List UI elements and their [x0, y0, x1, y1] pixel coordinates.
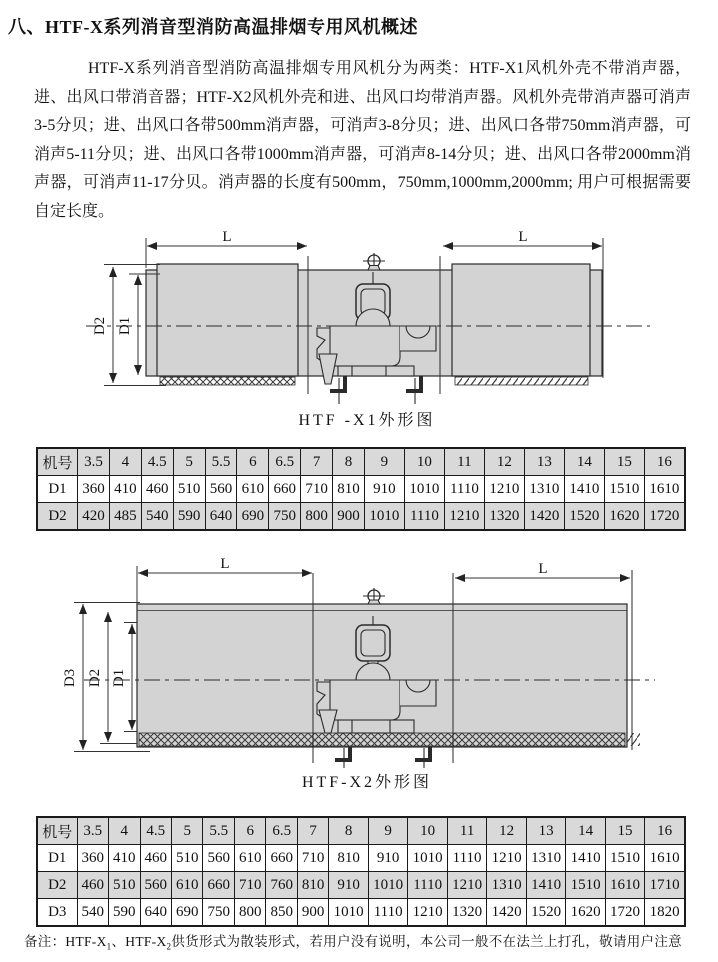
size-col-header: 11 — [447, 817, 486, 845]
dim-value-cell: 610 — [234, 845, 265, 872]
size-col-header: 13 — [526, 817, 565, 845]
size-col-header: 5 — [172, 817, 203, 845]
size-col-header: 7 — [301, 448, 333, 476]
dim-value-cell: 1410 — [564, 476, 604, 503]
dim-value-cell: 710 — [301, 476, 333, 503]
dim-value-cell: 1010 — [364, 503, 404, 531]
dim-value-cell: 1310 — [526, 845, 565, 872]
drawing2-caption: HTF-X2外形图 — [301, 774, 433, 791]
dim-value-cell: 1110 — [447, 845, 486, 872]
motor-body — [330, 326, 400, 366]
dim-value-cell: 910 — [364, 476, 404, 503]
foot-right — [406, 376, 421, 391]
support-leg — [319, 354, 337, 384]
size-col-header: 14 — [566, 817, 605, 845]
dim-value-cell: 590 — [173, 503, 205, 531]
dim-value-cell: 640 — [140, 899, 171, 927]
dim-value-cell: 810 — [297, 872, 328, 899]
footnote-subscript: 2 — [166, 941, 172, 952]
dim-label-D2: D2 — [87, 668, 103, 688]
dim-value-cell: 1620 — [566, 899, 605, 927]
header-row — [37, 448, 685, 476]
size-col-header: 5.5 — [203, 817, 234, 845]
dim-value-cell: 1610 — [645, 845, 685, 872]
footnote-text: 供货形式为散装形式，若用户没有说明，本公司一般不在法兰上打孔，敬请用户注意 — [171, 934, 682, 949]
size-col-header: 4.5 — [140, 817, 171, 845]
size-col-header: 6.5 — [269, 448, 301, 476]
size-col-header: 16 — [644, 448, 685, 476]
dim-label-D3: D3 — [62, 668, 78, 688]
dim-value-cell: 690 — [172, 899, 203, 927]
dim-value-cell: 560 — [205, 476, 237, 503]
size-col-header: 15 — [605, 817, 644, 845]
dim-value-cell: 460 — [77, 872, 108, 899]
dim-row-d3 — [37, 899, 685, 927]
size-col-header: 4 — [109, 817, 140, 845]
size-col-header: 10 — [404, 448, 444, 476]
size-col-header: 8 — [333, 448, 365, 476]
dim-value-cell: 1510 — [605, 845, 644, 872]
row-label: D3 — [37, 899, 77, 927]
htfx1-dimension-table — [36, 447, 686, 531]
dim-label-D2: D2 — [92, 316, 108, 336]
dim-value-cell: 640 — [205, 503, 237, 531]
page-title: 八、HTF-X系列消音型消防高温排烟专用风机概述 — [8, 17, 418, 37]
size-col-header: 11 — [444, 448, 484, 476]
dim-value-cell: 510 — [173, 476, 205, 503]
dim-row-d1 — [37, 476, 685, 503]
dim-value-cell: 1010 — [329, 899, 368, 927]
footnote-text: 、HTF-X — [111, 934, 167, 949]
foot-left — [335, 747, 350, 760]
size-col-header: 12 — [484, 448, 524, 476]
size-col-header: 16 — [645, 817, 685, 845]
footnote-text: 备注：HTF-X — [24, 934, 107, 949]
size-col-header: 4 — [109, 448, 141, 476]
dim-value-cell: 750 — [203, 899, 234, 927]
size-col-header: 5.5 — [205, 448, 237, 476]
footnote — [24, 930, 682, 952]
dim-value-cell: 1110 — [444, 476, 484, 503]
dim-value-cell: 540 — [77, 899, 108, 927]
dim-value-cell: 460 — [140, 845, 171, 872]
model-col-header: 机号 — [37, 817, 77, 845]
size-col-header: 9 — [368, 817, 407, 845]
dim-value-cell: 800 — [234, 899, 265, 927]
dim-row-d2 — [37, 503, 685, 531]
outlet-silencer — [452, 264, 590, 376]
dim-value-cell: 360 — [78, 476, 110, 503]
dim-value-cell: 910 — [368, 845, 407, 872]
row-label: D2 — [37, 872, 77, 899]
dim-value-cell: 900 — [297, 899, 328, 927]
dim-label-L: L — [518, 229, 528, 245]
size-col-header: 8 — [329, 817, 368, 845]
insulation-hatch-left — [160, 377, 295, 385]
size-col-header: 15 — [604, 448, 644, 476]
row-label: D2 — [37, 503, 78, 531]
dim-label-D1: D1 — [117, 316, 133, 336]
dim-value-cell: 1610 — [644, 476, 685, 503]
htfx1-outline-drawing — [0, 228, 718, 408]
size-col-header: 6 — [234, 817, 265, 845]
footnote-subscript: 1 — [106, 941, 112, 952]
dim-label-D1: D1 — [111, 668, 127, 688]
dim-row-d1 — [37, 845, 685, 872]
size-col-header: 4.5 — [141, 448, 173, 476]
dim-value-cell: 1210 — [444, 503, 484, 531]
dim-value-cell: 410 — [109, 476, 141, 503]
model-col-header: 机号 — [37, 448, 78, 476]
dim-value-cell: 1310 — [487, 872, 526, 899]
inlet-silencer — [157, 264, 298, 376]
dim-value-cell: 560 — [203, 845, 234, 872]
dim-value-cell: 1420 — [524, 503, 564, 531]
dim-value-cell: 800 — [301, 503, 333, 531]
size-col-header: 7 — [297, 817, 328, 845]
dim-value-cell: 760 — [266, 872, 297, 899]
dim-value-cell: 660 — [203, 872, 234, 899]
dim-value-cell: 710 — [297, 845, 328, 872]
size-col-header: 14 — [564, 448, 604, 476]
dim-value-cell: 810 — [333, 476, 365, 503]
dim-value-cell: 560 — [140, 872, 171, 899]
dim-value-cell: 510 — [172, 845, 203, 872]
row-label: D1 — [37, 845, 77, 872]
size-col-header: 13 — [524, 448, 564, 476]
dim-row-d2 — [37, 872, 685, 899]
dim-value-cell: 1010 — [368, 872, 407, 899]
dim-value-cell: 610 — [237, 476, 269, 503]
dim-value-cell: 910 — [329, 872, 368, 899]
row-label: D1 — [37, 476, 78, 503]
dim-value-cell: 710 — [234, 872, 265, 899]
size-col-header: 3.5 — [77, 817, 108, 845]
dim-label-L: L — [222, 229, 232, 245]
dim-value-cell: 1010 — [408, 845, 447, 872]
dim-value-cell: 750 — [269, 503, 301, 531]
dim-value-cell: 610 — [172, 872, 203, 899]
dim-value-cell: 1620 — [604, 503, 644, 531]
dim-value-cell: 1410 — [526, 872, 565, 899]
dim-label-L: L — [220, 558, 230, 572]
htfx2-dimension-table — [36, 816, 686, 927]
dim-value-cell: 460 — [141, 476, 173, 503]
size-col-header: 12 — [487, 817, 526, 845]
dim-value-cell: 1420 — [487, 899, 526, 927]
dim-value-cell: 1610 — [605, 872, 644, 899]
size-col-header: 6 — [237, 448, 269, 476]
size-col-header: 5 — [173, 448, 205, 476]
insulation-hatch-bottom — [139, 733, 625, 746]
dim-value-cell: 690 — [237, 503, 269, 531]
motor-body — [330, 680, 400, 720]
dim-value-cell: 1320 — [447, 899, 486, 927]
size-col-header: 3.5 — [78, 448, 110, 476]
dim-value-cell: 850 — [266, 899, 297, 927]
dim-value-cell: 1110 — [404, 503, 444, 531]
size-col-header: 6.5 — [266, 817, 297, 845]
insulation-hatch-end — [627, 733, 640, 746]
dim-value-cell: 1820 — [645, 899, 685, 927]
intro-paragraph: HTF-X系列消音型消防高温排烟专用风机分为两类：HTF-X1风机外壳不带消声器，进、出风口带消音器；HTF-X2风机外壳和进、出风口均带消声器。风机外壳带消声器可消声3-5分贝；进、出风口各带500mm消声器，可消声3-8分贝；进、出风口各带750mm消声器，可消声5-11分贝；进、出风口各带1000mm消声器，可消声8-14分贝；进、出风口各带2000mm消声器，可消声11-17分贝。消声器的长度有500mm，750mm,1000mm,2000mm; 用户可根据需要自定长度。 — [34, 60, 691, 220]
dim-value-cell: 1720 — [644, 503, 685, 531]
dim-value-cell: 1210 — [408, 899, 447, 927]
lifting-eye-icon — [363, 588, 385, 604]
dim-value-cell: 1110 — [368, 899, 407, 927]
dim-value-cell: 1710 — [645, 872, 685, 899]
dim-value-cell: 1320 — [484, 503, 524, 531]
dim-value-cell: 510 — [109, 872, 140, 899]
drawing1-caption: HTF -X1外形图 — [298, 412, 436, 429]
htfx2-outline-drawing — [0, 558, 718, 772]
dim-value-cell: 1310 — [524, 476, 564, 503]
dim-value-cell: 1410 — [566, 845, 605, 872]
dim-value-cell: 420 — [78, 503, 110, 531]
foot-right — [415, 747, 430, 760]
dim-label-L: L — [538, 561, 548, 577]
dim-value-cell: 660 — [266, 845, 297, 872]
dim-value-cell: 1520 — [526, 899, 565, 927]
insulation-hatch-right — [455, 377, 588, 385]
dim-value-cell: 540 — [141, 503, 173, 531]
dim-value-cell: 1210 — [487, 845, 526, 872]
dim-value-cell: 1010 — [404, 476, 444, 503]
dim-value-cell: 360 — [77, 845, 108, 872]
dim-value-cell: 1210 — [484, 476, 524, 503]
dim-value-cell: 590 — [109, 899, 140, 927]
dim-value-cell: 1720 — [605, 899, 644, 927]
lifting-eye-icon — [363, 253, 385, 270]
dim-value-cell: 660 — [269, 476, 301, 503]
dim-value-cell: 900 — [333, 503, 365, 531]
size-col-header: 9 — [364, 448, 404, 476]
header-row — [37, 817, 685, 845]
dim-value-cell: 810 — [329, 845, 368, 872]
dim-value-cell: 410 — [109, 845, 140, 872]
dim-value-cell: 485 — [109, 503, 141, 531]
dim-value-cell: 1510 — [566, 872, 605, 899]
dim-value-cell: 1110 — [408, 872, 447, 899]
size-col-header: 10 — [408, 817, 447, 845]
dim-value-cell: 1520 — [564, 503, 604, 531]
dim-value-cell: 1210 — [447, 872, 486, 899]
dim-value-cell: 1510 — [604, 476, 644, 503]
